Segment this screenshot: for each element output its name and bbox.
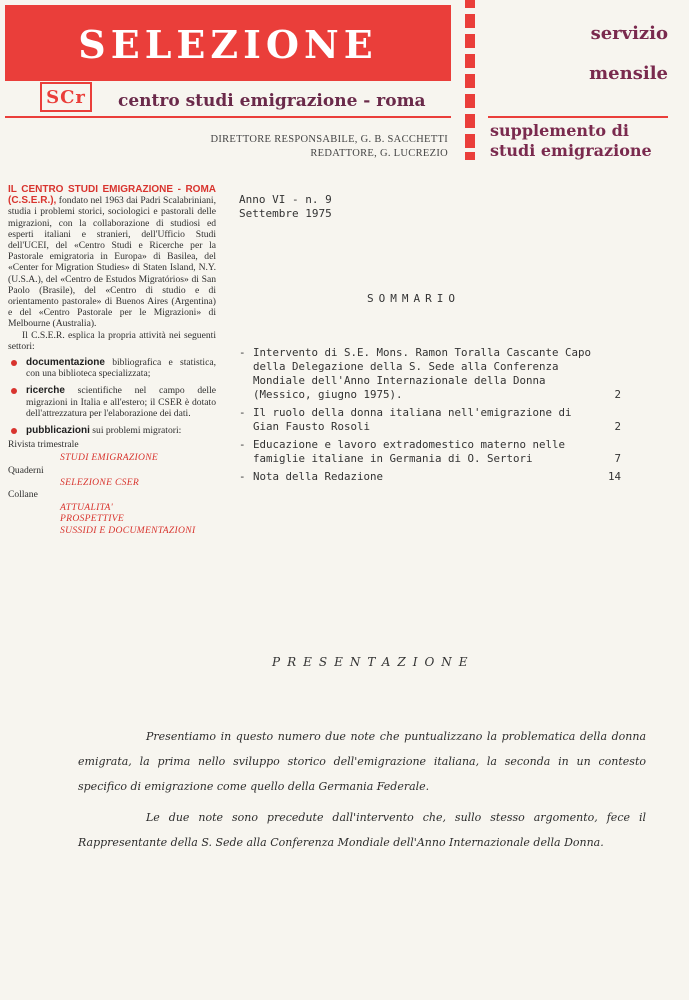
toc-entry: - Intervento di S.E. Mons. Ramon Toralla Cascante Capo della Delegazione della S. Sede alla Conferenza Mondiale dell'Anno Internazionale della Donna (Messico, giugno 1975). 2 [239,346,625,402]
supplement-line-2: studi emigrazione [490,141,652,160]
toc-entry-title: Educazione e lavoro extradomestico materno nelle famiglie italiane in Germania di O. Sertori [253,438,566,465]
presentazione-heading: PRESENTAZIONE [272,655,475,669]
service-line-1: servizio [590,23,668,44]
quaderni-label: Quaderni [8,464,44,476]
issue-info [239,193,332,221]
list-item: ricerche scientifiche nel campo delle migrazioni in Italia e all'estero; il CSER è dotato dell'attrezzatura per l'elaborazione dei dati. [8,385,216,419]
cser-description [8,184,216,536]
toc-entry-title: Il ruolo della donna italiana nell'emigrazione di Gian Fausto Rosoli [253,406,572,433]
editorial-credits [150,133,448,161]
toc-entry-page: 7 [614,452,621,465]
toc-entry-title: Nota della Redazione [253,470,384,483]
table-of-contents [239,346,625,488]
header-rule-left [5,116,451,118]
supplement-label [490,121,668,161]
sommario-heading: SOMMARIO [367,292,460,305]
editor-line: REDATTORE, G. LUCREZIO [310,148,448,159]
presentazione-body [78,724,646,861]
toc-entry: - Educazione e lavoro extradomestico materno nelle famiglie italiane in Germania di O. Sertori 7 [239,438,625,466]
quaderni-title: SELEZIONE CSER [60,476,140,488]
supplement-line-1: supplemento di [490,121,629,140]
masthead-subtitle: centro studi emigrazione - roma [118,91,426,111]
header-rule-right [488,116,668,118]
cser-name: IL CENTRO STUDI EMIGRAZIONE - ROMA (C.S.E.R.), [8,184,216,207]
director-line: DIRETTORE RESPONSABILE, G. B. SACCHETTI [210,134,448,145]
vertical-dash-divider [465,0,475,160]
collane-title: ATTUALITA' [60,502,114,514]
collane-title: PROSPETTIVE [60,513,125,525]
toc-entry-page: 14 [607,470,621,483]
list-item: pubblicazioni sui problemi migratori: [8,425,216,436]
toc-entry-page: 2 [614,420,621,433]
rivista-title: STUDI EMIGRAZIONE [60,452,159,464]
service-label [490,14,668,94]
toc-entry: - Il ruolo della donna italiana nell'emigrazione di Gian Fausto Rosoli 2 [239,406,625,434]
publications-list [8,439,216,536]
toc-entry: - Nota della Redazione 14 [239,470,625,484]
presentazione-paragraph: Presentiamo in questo numero due note che puntualizzano la problematica della donna emigrata, la prima nello sviluppo storico dell'emigrazione italiana, la seconda in un contesto specifico di emigrazione come quello della Germania Federale. [78,730,646,793]
toc-entry-page: 2 [614,388,621,401]
toc-entry-title: Intervento di S.E. Mons. Ramon Toralla Cascante Capo della Delegazione della S. Sede alla Conferenza Mondiale dell'Anno Internazionale della Donna (Messico, giugno 1975). [253,346,592,401]
cser-logo: SCr [40,82,92,112]
presentazione-paragraph: Le due note sono precedute dall'intervento che, sullo stesso argomento, fece il Rappresentante della S. Sede alla Conferenza Mondiale dell'Anno Internazionale della Donna. [78,811,646,849]
issue-number: Anno VI - n. 9 [239,193,332,206]
cser-intro-text: fondato nel 1963 dai Padri Scalabriniani, studia i problemi storici, sociologici e pastorali delle migrazioni, con la collaborazione di studiosi ed esperti italiani e stranieri, dell'Ufficio Studi dell'UCEI, del «Centro Studi e Ricerche per la Pastorale emigratoria in Europa» di Basilea, del «Center for Migration Studies» di Staten Island, N.Y. (U.S.A.), del «Centro de Estudos Migratórios» di San Paolo (Brasile), del «Centro di studio e di orientamento pastorale» di Buenos Aires (Argentina) e del «Centro Pastorale per le Migrazioni» di Melbourne (Australia). [8,195,216,330]
masthead-title: SELEZIONE [78,22,378,67]
service-line-2: mensile [589,63,668,84]
collane-label: Collane [8,489,38,501]
collane-title: SUSSIDI E DOCUMENTAZIONI [60,524,196,536]
cser-activity: Il C.S.E.R. esplica la propria attività nei seguenti settori: [8,329,216,352]
sector-list [8,357,216,436]
list-item: documentazione bibliografica e statistica, con una biblioteca specializzata; [8,357,216,379]
issue-date: Settembre 1975 [239,207,332,220]
rivista-label: Rivista trimestrale [8,439,79,451]
